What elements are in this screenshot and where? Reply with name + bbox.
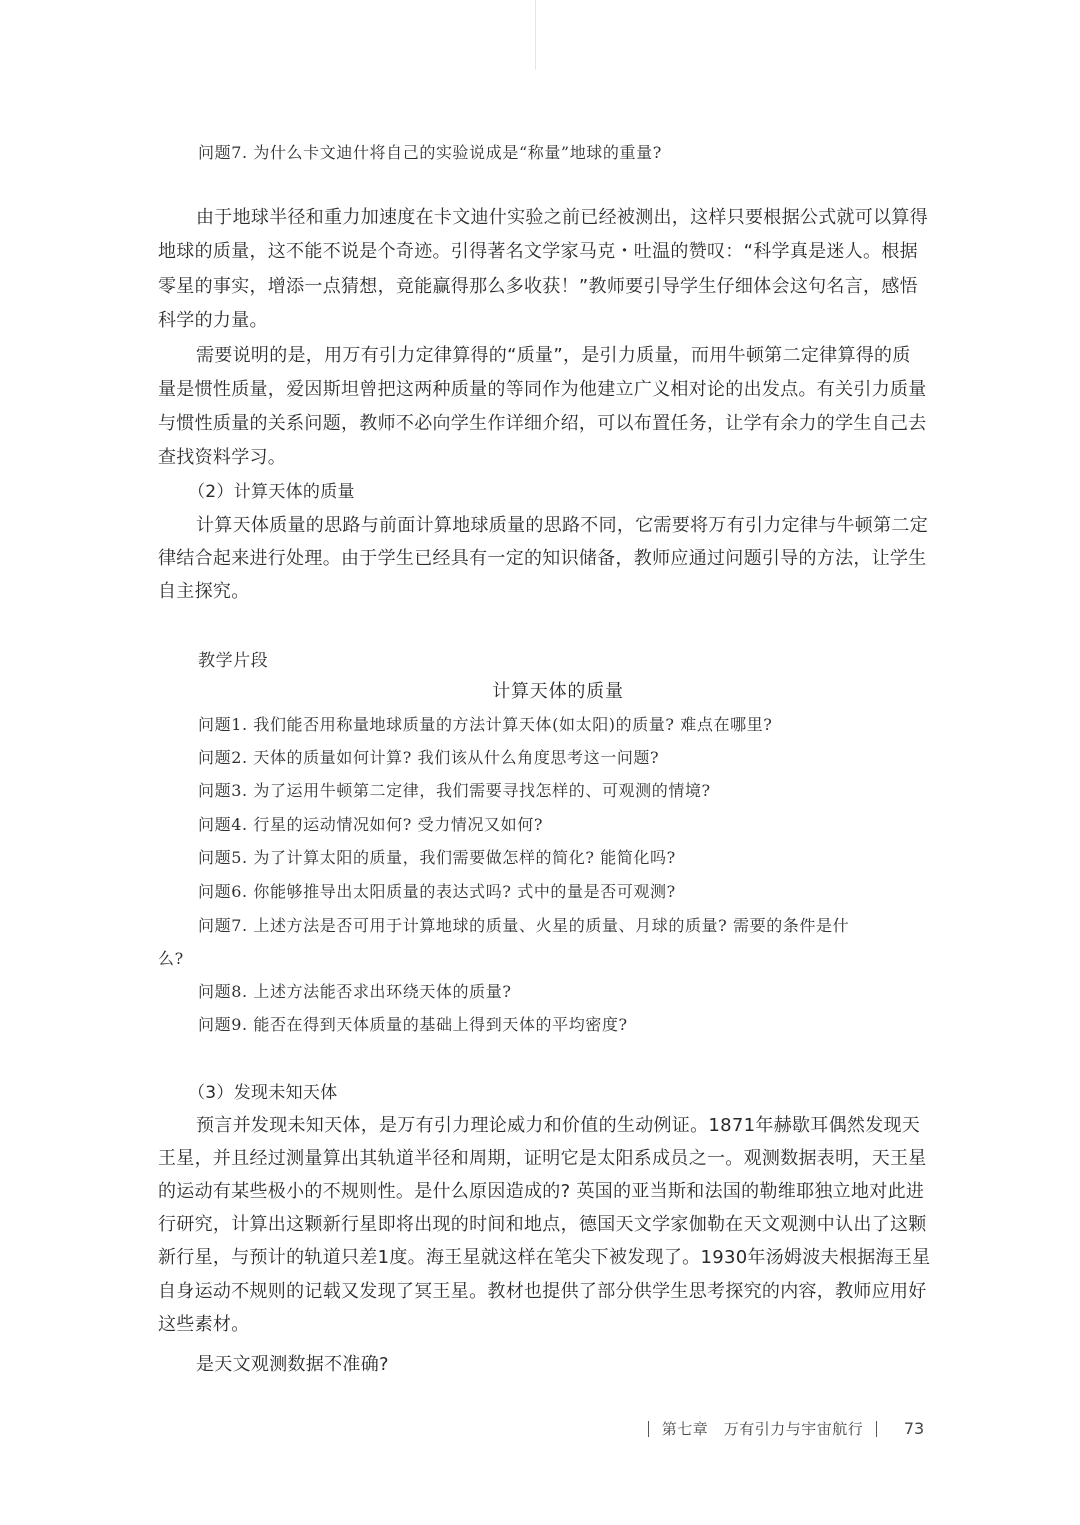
paragraph-3-line-3: 自主探究。 — [158, 581, 250, 602]
page-edge-mark — [535, 0, 536, 70]
question-5: 问题5. 为了计算太阳的质量，我们需要做怎样的简化? 能简化吗? — [198, 848, 676, 867]
question-6: 问题6. 你能够推导出太阳质量的表达式吗? 式中的量是否可观测? — [198, 882, 676, 901]
section-2-heading: （2）计算天体的质量 — [188, 482, 355, 502]
question-1: 问题1. 我们能否用称量地球质量的方法计算天体(如太阳)的质量? 难点在哪里? — [198, 715, 773, 734]
paragraph-1-line-3: 零星的事实，增添一点猜想，竟能赢得那么多收获！”教师要引导学生仔细体会这句名言，感悟 — [158, 276, 918, 297]
paragraph-1-line-4: 科学的力量。 — [158, 310, 268, 331]
paragraph-4-line-5: 新行星，与预计的轨道只差1度。海王星就这样在笔尖下被发现了。1930年汤姆波夫根据海王星 — [158, 1247, 931, 1268]
paragraph-4-line-3: 的运动有某些极小的不规则性。是什么原因造成的? 英国的亚当斯和法国的勒维耶独立地对此进 — [158, 1181, 925, 1202]
paragraph-3-line-1: 计算天体质量的思路与前面计算地球质量的思路不同，它需要将万有引力定律与牛顿第二定 — [196, 515, 928, 536]
page-number: 73 — [903, 1419, 925, 1438]
paragraph-2-line-4: 查找资料学习。 — [158, 447, 287, 468]
question-3: 问题3. 为了运用牛顿第二定律，我们需要寻找怎样的、可观测的情境? — [198, 781, 711, 800]
teaching-segment-title: 计算天体的质量 — [492, 681, 624, 702]
footer-divider-left — [648, 1421, 649, 1437]
paragraph-4-line-1: 预言并发现未知天体，是万有引力理论威力和价值的生动例证。1871年赫歇耳偶然发现天 — [196, 1115, 921, 1136]
paragraph-4-line-6: 自身运动不规则的记载又发现了冥王星。教材也提供了部分供学生思考探究的内容，教师应用好 — [158, 1281, 927, 1302]
question-7-continuation: 么? — [158, 949, 184, 968]
paragraph-1-line-2: 地球的质量，这不能不说是个奇迹。引得著名文学家马克・吐温的赞叹：“科学真是迷人。根据 — [158, 241, 918, 262]
paragraph-4-line-4: 行研究，计算出这颗新行星即将出现的时间和地点，德国天文学家伽勒在天文观测中认出了这颗 — [158, 1214, 927, 1235]
section-3-heading: （3）发现未知天体 — [188, 1083, 338, 1103]
question-9: 问题9. 能否在得到天体质量的基础上得到天体的平均密度? — [198, 1015, 628, 1034]
paragraph-1-line-1: 由于地球半径和重力加速度在卡文迪什实验之前已经被测出，这样只要根据公式就可以算得 — [196, 207, 928, 228]
teaching-segment-label: 教学片段 — [198, 651, 269, 671]
question-7: 问题7. 上述方法是否可用于计算地球的质量、火星的质量、月球的质量? 需要的条件是什 — [198, 916, 850, 935]
paragraph-2-line-3: 与惯性质量的关系问题，教师不必向学生作详细介绍，可以布置任务，让学有余力的学生自己去 — [158, 413, 927, 434]
question-4: 问题4. 行星的运动情况如何? 受力情况又如何? — [198, 815, 543, 834]
question-2: 问题2. 天体的质量如何计算? 我们该从什么角度思考这一问题? — [198, 748, 660, 767]
paragraph-4-line-7: 这些素材。 — [158, 1314, 250, 1335]
paragraph-4-line-2: 王星，并且经过测量算出其轨道半径和周期，证明它是太阳系成员之一。观测数据表明，天王星 — [158, 1148, 927, 1169]
page-footer — [640, 1418, 960, 1448]
intro-question: 问题7. 为什么卡文迪什将自己的实验说成是“称量”地球的重量? — [198, 143, 662, 162]
paragraph-3-line-2: 律结合起来进行处理。由于学生已经具有一定的知识储备，教师应通过问题引导的方法，让学生 — [158, 548, 927, 569]
paragraph-2-line-1: 需要说明的是，用万有引力定律算得的“质量”，是引力质量，而用牛顿第二定律算得的质 — [196, 345, 911, 366]
footer-chapter-title: 第七章 万有引力与宇宙航行 — [661, 1420, 864, 1438]
footer-divider-right — [876, 1421, 877, 1437]
last-line: 是天文观测数据不准确? — [196, 1354, 389, 1375]
question-8: 问题8. 上述方法能否求出环绕天体的质量? — [198, 982, 512, 1001]
paragraph-2-line-2: 量是惯性质量，爱因斯坦曾把这两种质量的等同作为他建立广义相对论的出发点。有关引力质量 — [158, 379, 927, 400]
